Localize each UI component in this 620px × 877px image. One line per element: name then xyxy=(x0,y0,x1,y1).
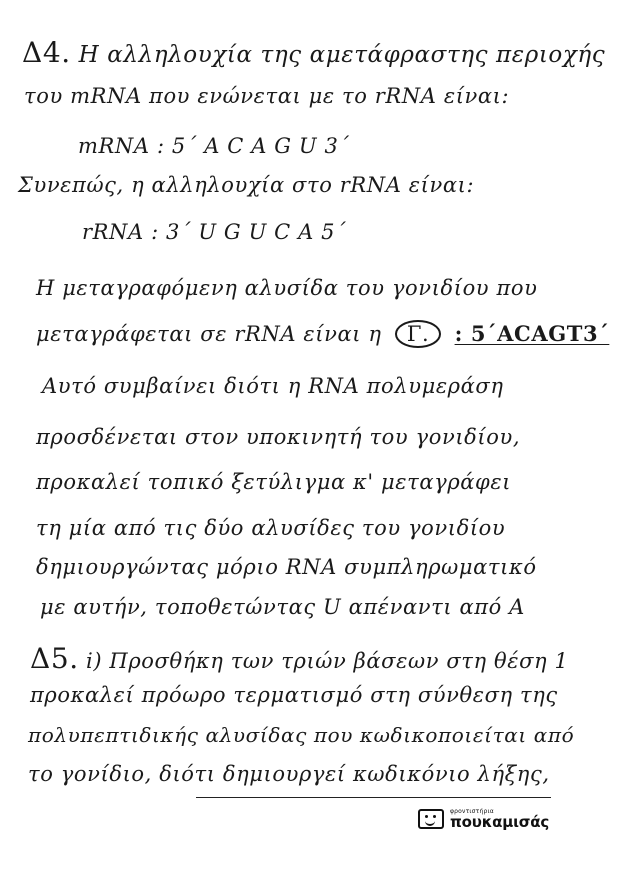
answer-line-4: Συνεπώς, η αλληλουχία στο rRNA είναι: xyxy=(18,173,475,197)
logo-small-text: φροντιστήρια xyxy=(450,807,494,815)
question-label-d4: Δ4. xyxy=(22,36,71,69)
answer-line-9: προσδένεται στον υποκινητή του γονιδίου, xyxy=(36,425,521,449)
answer-line-13: με αυτήν, τοποθετώντας U απέναντι από A xyxy=(40,595,525,619)
answer-line-14-text: i) Προσθήκη των τριών βάσεων στη θέση 1 xyxy=(86,649,569,673)
answer-line-7 xyxy=(36,320,609,348)
circled-answer-gamma: Γ. xyxy=(395,320,441,348)
logo-text xyxy=(450,809,549,830)
answer-line-17: το γονίδιο, διότι δημιουργεί κωδικόνιο λήξης, xyxy=(28,762,550,786)
handwritten-underline xyxy=(196,797,551,798)
logo-main-text: πουκαμισάς xyxy=(450,812,550,831)
answer-line-1 xyxy=(22,36,605,69)
answer-line-2: του mRNA που ενώνεται με το rRNA είναι: xyxy=(24,84,510,108)
answer-line-11: τη μία από τις δύο αλυσίδες του γονιδίου xyxy=(36,516,506,540)
question-label-d5: Δ5. xyxy=(30,642,79,675)
answer-line-12: δημιουργώντας μόριο RNA συμπληρωματικό xyxy=(36,555,537,579)
publisher-logo xyxy=(418,805,568,833)
answer-line-6: Η μεταγραφόμενη αλυσίδα του γονιδίου που xyxy=(36,276,538,300)
answer-line-15: προκαλεί πρόωρο τερματισμό στη σύνθεση της xyxy=(30,683,558,707)
answer-line-7-text: μεταγράφεται σε rRNA είναι η xyxy=(36,322,382,346)
rrna-sequence-line: rRNA : 3΄ U G U C A 5΄ xyxy=(82,220,347,244)
mrna-sequence-line: mRNA : 5΄ A C A G U 3΄ xyxy=(78,134,350,158)
answer-line-8: Αυτό συμβαίνει διότι η RNA πολυμεράση xyxy=(42,374,504,398)
smile-box-icon xyxy=(418,809,444,829)
answer-line-10: προκαλεί τοπικό ξετύλιγμα κ' μεταγράφει xyxy=(36,470,512,494)
template-strand-sequence: : 5΄ACAGT3΄ xyxy=(454,321,610,346)
answer-line-1-text: Η αλληλουχία της αμετάφραστης περιοχής xyxy=(78,42,606,68)
answer-line-16: πολυπεπτιδικής αλυσίδας που κωδικοποιείται από xyxy=(28,723,575,747)
answer-line-14 xyxy=(30,642,568,675)
